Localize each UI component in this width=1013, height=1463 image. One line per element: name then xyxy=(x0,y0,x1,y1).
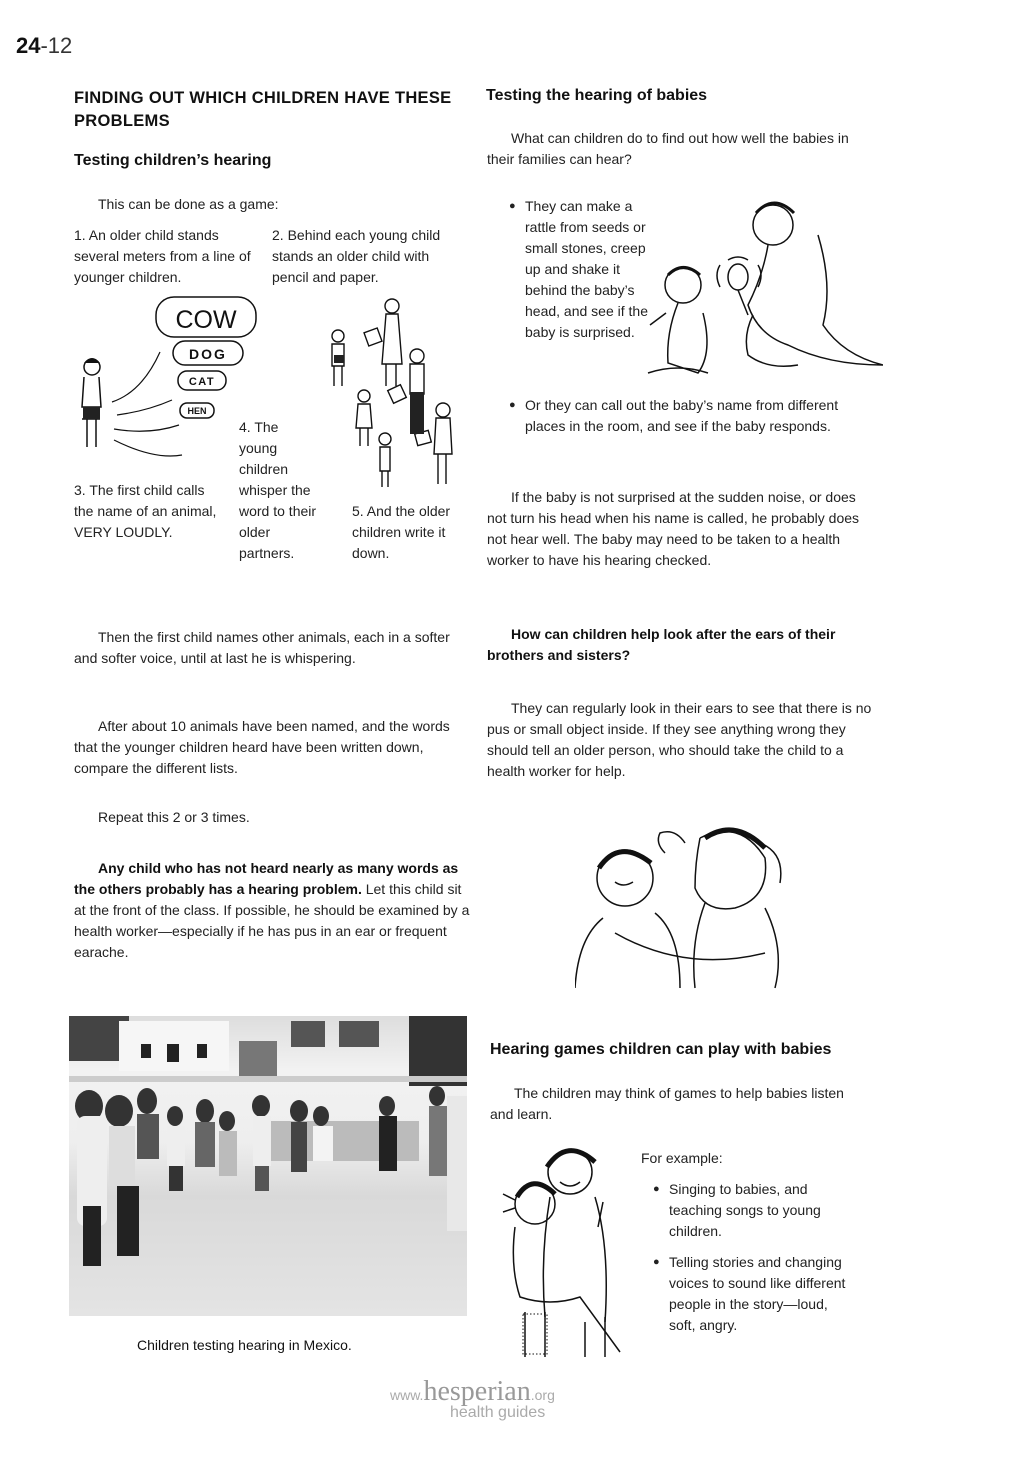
example-singing: ● Singing to babies, and teaching songs to young children. xyxy=(653,1179,853,1242)
intro-text: This can be done as a game: xyxy=(98,196,279,212)
games-example-list xyxy=(653,1179,853,1336)
paragraph-compare-lists: After about 10 animals have been named, and the words that the younger children heard have been written down, compare the different lists. xyxy=(74,718,450,776)
page-number-page: -12 xyxy=(40,33,73,58)
paragraph-not-surprised: If the baby is not surprised at the sudden noise, or does not turn his head when his name is called, he probably does not hear well. The baby may need to be taken to a health worker to have his hearing checked. xyxy=(487,489,860,568)
babies-intro: What can children do to find out how well the babies in their families can hear? xyxy=(487,130,849,167)
example-stories: ● Telling stories and changing voices to sound like different people in the story—loud, soft, angry. xyxy=(653,1252,853,1336)
babies-bullet-list-1 xyxy=(509,196,654,343)
hearing-problem-rest: Let this child sit at the front of the class. If possible, he should be examined by a health worker—especially if he has pus in an ear or frequent earache. xyxy=(74,881,470,960)
step-3: 3. The first child calls the name of an animal, VERY LOUDLY. xyxy=(74,482,217,540)
for-example-label: For example: xyxy=(641,1150,723,1166)
ear-check-illustration xyxy=(575,818,795,990)
question-ears: How can children help look after the ears of their brothers and sisters? xyxy=(487,626,836,663)
hesperian-footer-logo xyxy=(390,1376,555,1421)
page-number-chapter: 24 xyxy=(16,33,41,58)
bubble-hen: HEN xyxy=(187,406,207,416)
step-2: 2. Behind each young child stands an older child with pencil and paper. xyxy=(272,227,441,285)
hearing-problem-bold: Any child who has not heard nearly as many words as the others probably has a hearing problem. xyxy=(74,860,459,897)
step-4: 4. The young children whisper the word to their older partners. xyxy=(239,419,317,561)
paragraph-repeat: Repeat this 2 or 3 times. xyxy=(98,809,250,825)
singing-illustration xyxy=(495,1142,635,1360)
babies-bullet-list-2 xyxy=(509,395,869,437)
children-pairs-illustration xyxy=(320,292,460,492)
footer-brand: hesperian xyxy=(423,1376,531,1407)
paragraph-softer-voice: Then the first child names other animals, each in a softer and softer voice, until at last he is whispering. xyxy=(74,629,450,666)
paragraph-look-in-ears: They can regularly look in their ears to see that there is no pus or small object inside. If they see anything wrong they should tell an older person, who should take the child to a health worker for help. xyxy=(487,700,872,779)
photo-caption: Children testing hearing in Mexico. xyxy=(137,1337,352,1353)
rattle-baby-illustration xyxy=(638,195,883,385)
bullet-rattle: ● They can make a rattle from seeds or small stones, creep up and shake it behind the baby’s head, and see if the baby is surprised. xyxy=(509,196,654,343)
children-testing-photo xyxy=(69,1016,467,1316)
footer-tld: .org xyxy=(530,1387,555,1403)
games-intro: The children may think of games to help babies listen and learn. xyxy=(490,1085,844,1122)
bubble-cat: CAT xyxy=(188,376,216,388)
subheading-children-hearing: Testing children’s hearing xyxy=(74,152,272,169)
step-5: 5. And the older children write it down. xyxy=(352,503,451,561)
subheading-babies-hearing: Testing the hearing of babies xyxy=(486,87,708,104)
bubble-cow: COW xyxy=(175,306,237,334)
section-heading: FINDING OUT WHICH CHILDREN HAVE THESE PROBLEMS xyxy=(74,89,452,130)
page-number xyxy=(16,33,72,59)
step-1: 1. An older child stands several meters from a line of younger children. xyxy=(74,227,251,285)
bullet-call-name: ● Or they can call out the baby’s name from different places in the room, and see if the baby responds. xyxy=(509,395,869,437)
bubble-dog: DOG xyxy=(189,346,227,362)
footer-www: www. xyxy=(390,1387,424,1403)
paragraph-hearing-problem xyxy=(74,858,474,963)
calling-child-illustration xyxy=(70,295,260,460)
subheading-hearing-games: Hearing games children can play with babies xyxy=(490,1041,832,1058)
footer-tagline: health guides xyxy=(450,1404,546,1421)
